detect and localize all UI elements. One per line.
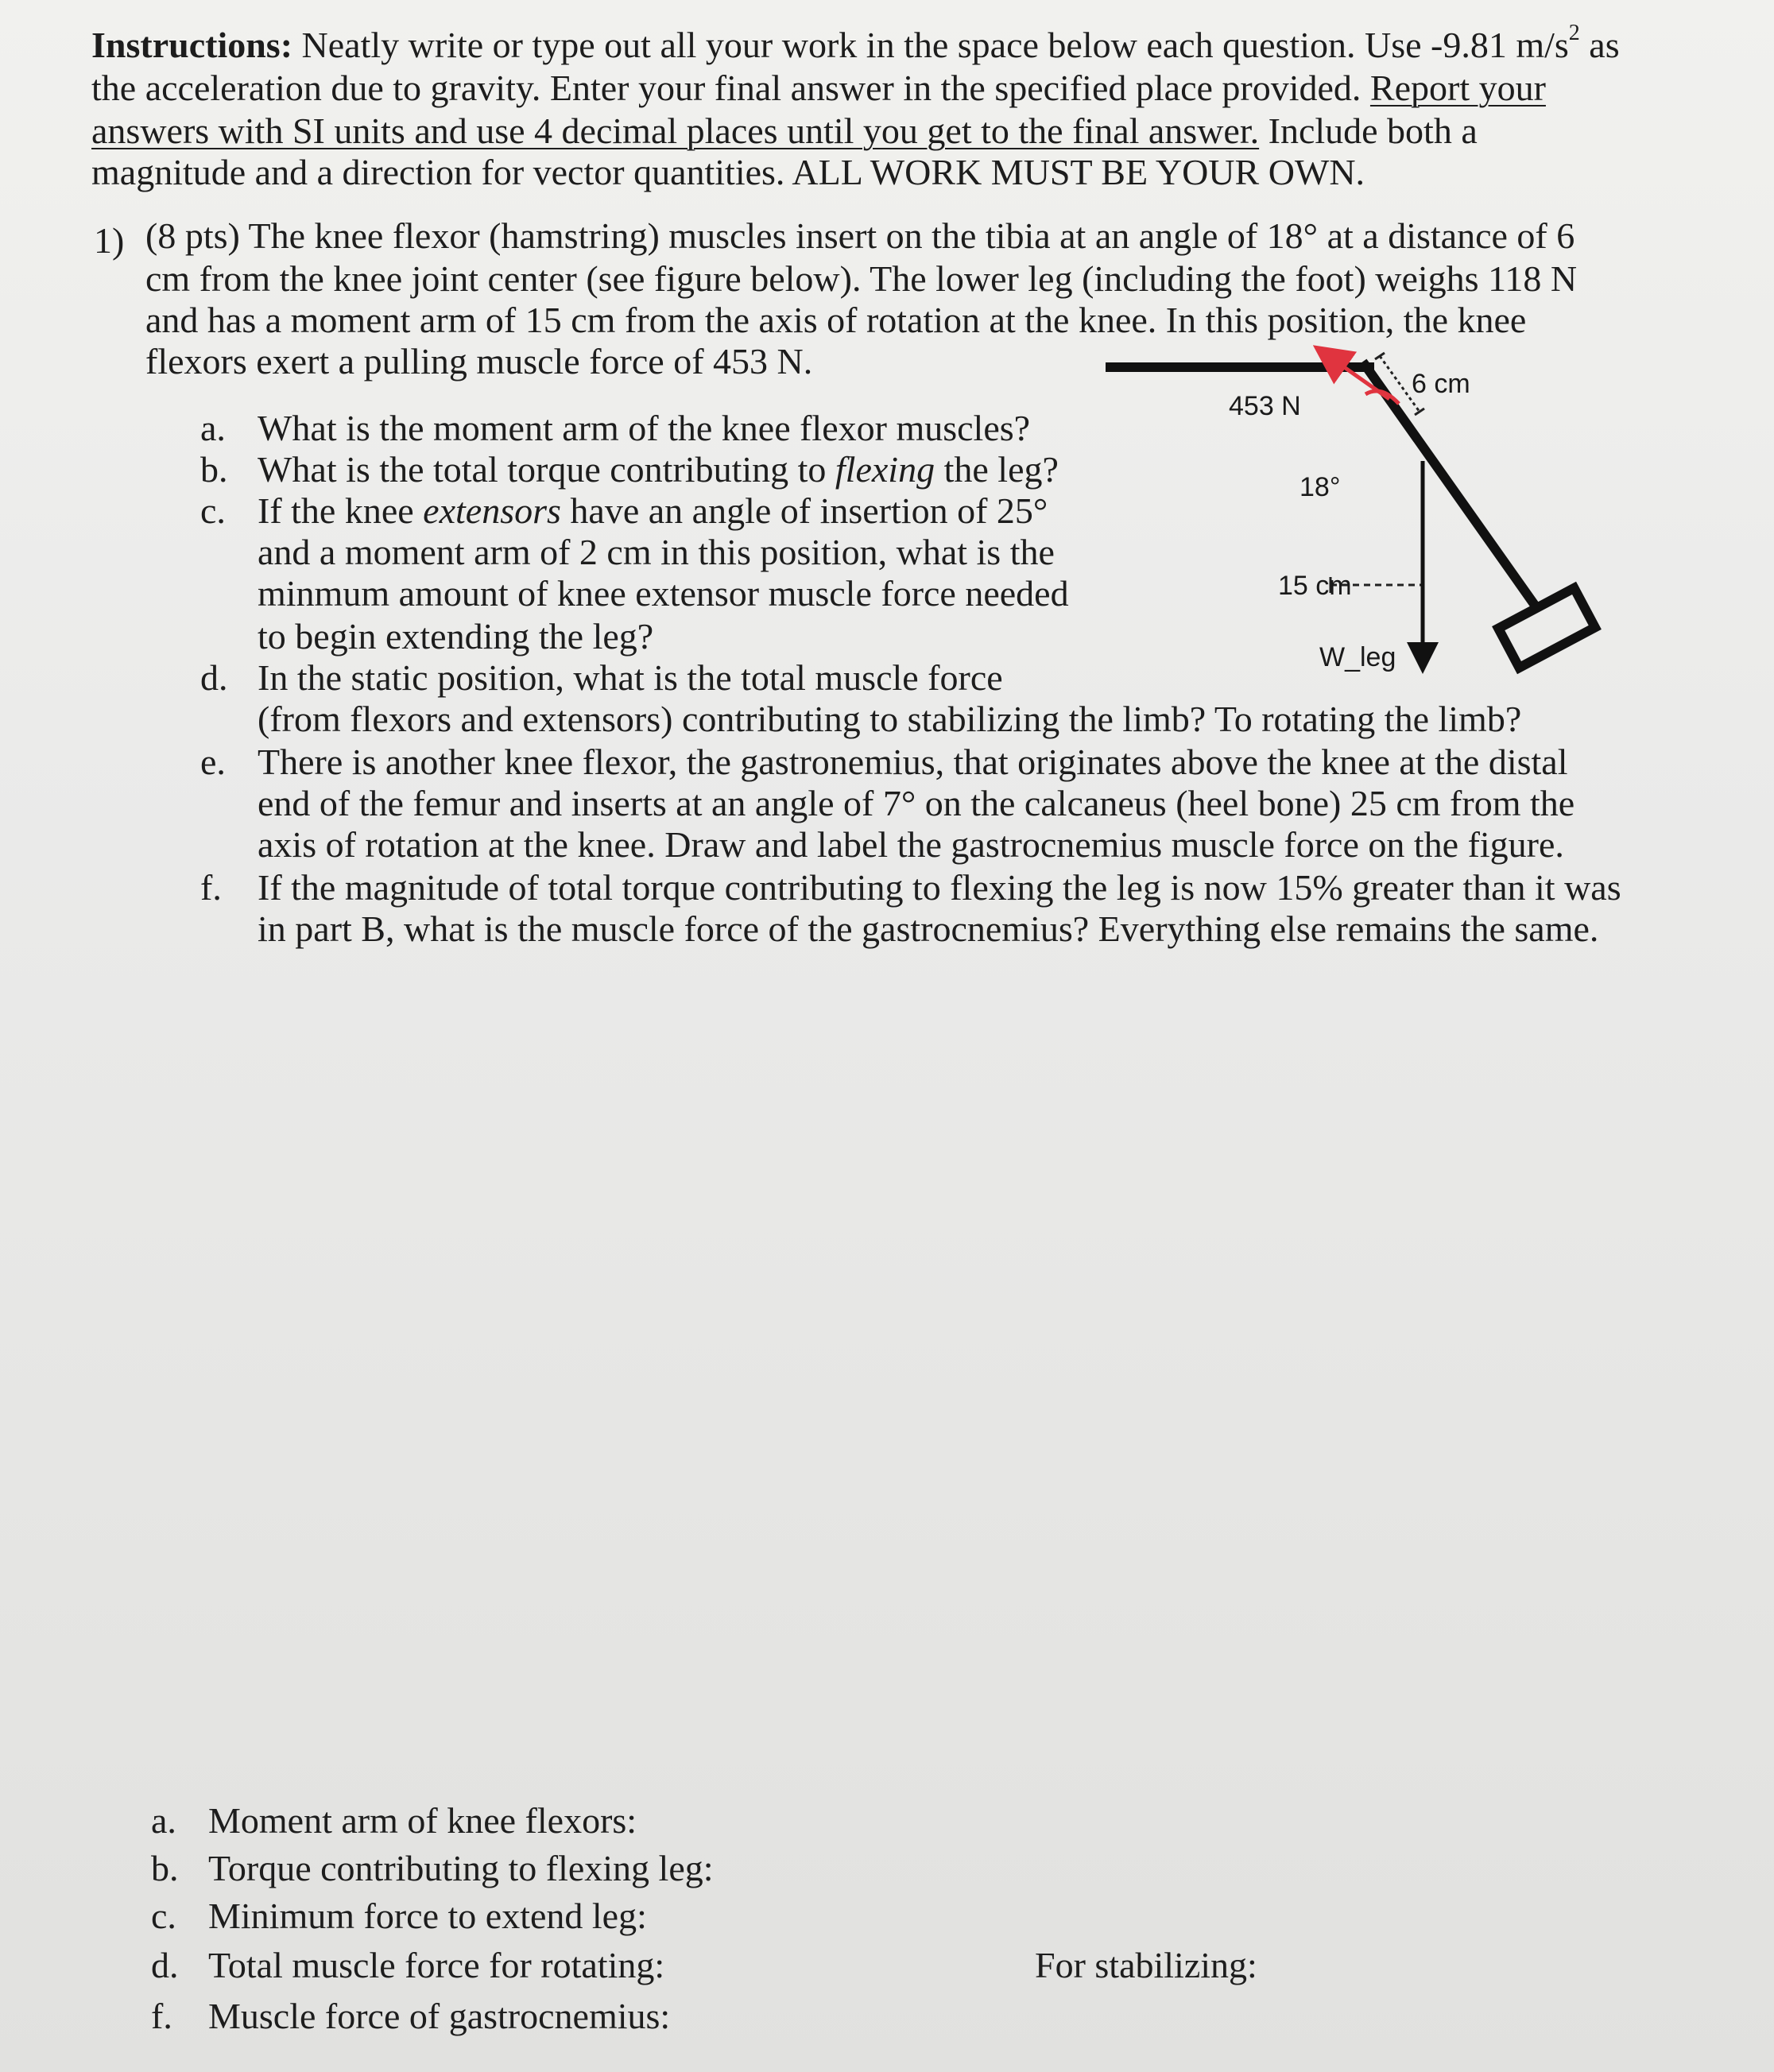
part-f-line-1: If the magnitude of total torque contributing to flexing the leg is now 15% greater than it was: [258, 867, 1621, 908]
question-stem-line-2: cm from the knee joint center (see figure below). The lower leg (including the foot) weighs 118 N: [145, 258, 1578, 299]
part-e-line-1: There is another knee flexor, the gastronemius, that originates above the knee at the distal: [258, 742, 1568, 782]
answer-f-letter: f.: [151, 1996, 172, 2036]
part-c-pre: If the knee: [258, 490, 424, 531]
instructions-text-3: Include both a: [1259, 110, 1478, 151]
answer-b-letter: b.: [151, 1848, 179, 1888]
answer-b: [151, 1847, 714, 1890]
instructions-label: Instructions:: [91, 25, 293, 65]
knee-flexor-diagram: [1097, 342, 1621, 676]
foot-block: [1498, 588, 1595, 668]
part-d: [200, 656, 1003, 699]
answer-a: [151, 1799, 637, 1842]
part-e: [200, 741, 1567, 784]
instructions-underlined-3: answers with SI units and use 4 decimal places until you get to the final answer.: [91, 110, 1260, 151]
answer-a-letter: a.: [151, 1800, 176, 1841]
weight-label: W_leg: [1319, 642, 1396, 672]
question-stem-line-3: and has a moment arm of 15 cm from the axis of rotation at the knee. In this position, the knee: [145, 300, 1527, 340]
part-a-letter: a.: [200, 408, 226, 448]
part-c: [200, 490, 1048, 533]
part-c-emphasis: extensors: [423, 490, 561, 531]
instructions-line-1: [91, 21, 1620, 67]
part-d-line-1: In the static position, what is the total muscle force: [258, 657, 1003, 698]
part-b-letter: b.: [200, 449, 228, 490]
part-f-letter: f.: [200, 867, 222, 908]
answer-c: [151, 1895, 647, 1938]
distance-measure-tick-top: [1375, 353, 1385, 359]
part-e-letter: e.: [200, 742, 226, 782]
answer-c-label: Minimum force to extend leg:: [208, 1896, 647, 1936]
part-d-line-2: (from flexors and extensors) contributing to stabilizing the limb? To rotating the limb?: [258, 699, 1522, 739]
question-stem-line-4: flexors exert a pulling muscle force of 453 N.: [145, 341, 813, 381]
part-b: [200, 448, 1059, 491]
part-b-pre: What is the total torque contributing to: [258, 449, 835, 490]
instructions-line-3: [91, 110, 1478, 153]
angle-label: 18°: [1300, 472, 1341, 502]
answer-d-letter: d.: [151, 1945, 179, 1985]
answer-d: [151, 1944, 664, 1987]
tibia-segment: [1365, 366, 1534, 604]
instructions-line-2: [91, 67, 1546, 110]
distance-measure-tick-bottom: [1415, 409, 1424, 415]
part-d-letter: d.: [200, 657, 228, 698]
part-e-line-2: end of the femur and inserts at an angle of 7° on the calcaneus (heel bone) 25 cm from the: [258, 783, 1575, 823]
part-c-letter: c.: [200, 490, 226, 531]
answer-b-label: Torque contributing to flexing leg:: [208, 1848, 714, 1888]
distance-label: 6 cm: [1412, 369, 1470, 399]
instructions-text-1-tail: as: [1579, 25, 1620, 65]
part-f-line-2: in part B, what is the muscle force of the gastrocnemius? Everything else remains the same.: [258, 908, 1599, 949]
question-stem-line-1: (8 pts) The knee flexor (hamstring) muscles insert on the tibia at an angle of 18° at a distance of 6: [145, 215, 1575, 256]
part-b-post: the leg?: [935, 449, 1059, 490]
part-b-emphasis: flexing: [835, 449, 935, 490]
gravity-exponent: 2: [1568, 21, 1580, 45]
part-c-line-3: minmum amount of knee extensor muscle force needed: [258, 573, 1069, 614]
answer-f: [151, 1995, 670, 2038]
answer-d-label: Total muscle force for rotating:: [208, 1945, 665, 1985]
part-c-post: have an angle of insertion of 25°: [560, 490, 1048, 531]
instructions-text-1: Neatly write or type out all your work in the space below each question. Use -9.81 m/s: [292, 25, 1569, 65]
part-a-text: What is the moment arm of the knee flexor muscles?: [258, 408, 1031, 448]
force-label: 453 N: [1229, 391, 1301, 421]
instructions-underlined-2: Report your: [1369, 68, 1546, 108]
part-c-line-2: and a moment arm of 2 cm in this position, what is the: [258, 532, 1055, 572]
part-a: [200, 407, 1030, 450]
part-f: [200, 866, 1621, 909]
question-number: 1): [94, 220, 125, 261]
answer-a-label: Moment arm of knee flexors:: [208, 1800, 637, 1841]
answer-c-letter: c.: [151, 1896, 176, 1936]
part-c-line-4: to begin extending the leg?: [258, 616, 654, 656]
part-e-line-3: axis of rotation at the knee. Draw and label the gastrocnemius muscle force on the figure.: [258, 824, 1564, 865]
answer-d-stabilizing: For stabilizing:: [1035, 1945, 1257, 1985]
instructions-text-2: the acceleration due to gravity. Enter your final answer in the specified place provided.: [91, 68, 1370, 108]
instructions-line-4: magnitude and a direction for vector quantities. ALL WORK MUST BE YOUR OWN.: [91, 152, 1365, 192]
answer-f-label: Muscle force of gastrocnemius:: [208, 1996, 671, 2036]
moment-arm-label: 15 cm: [1278, 571, 1352, 601]
